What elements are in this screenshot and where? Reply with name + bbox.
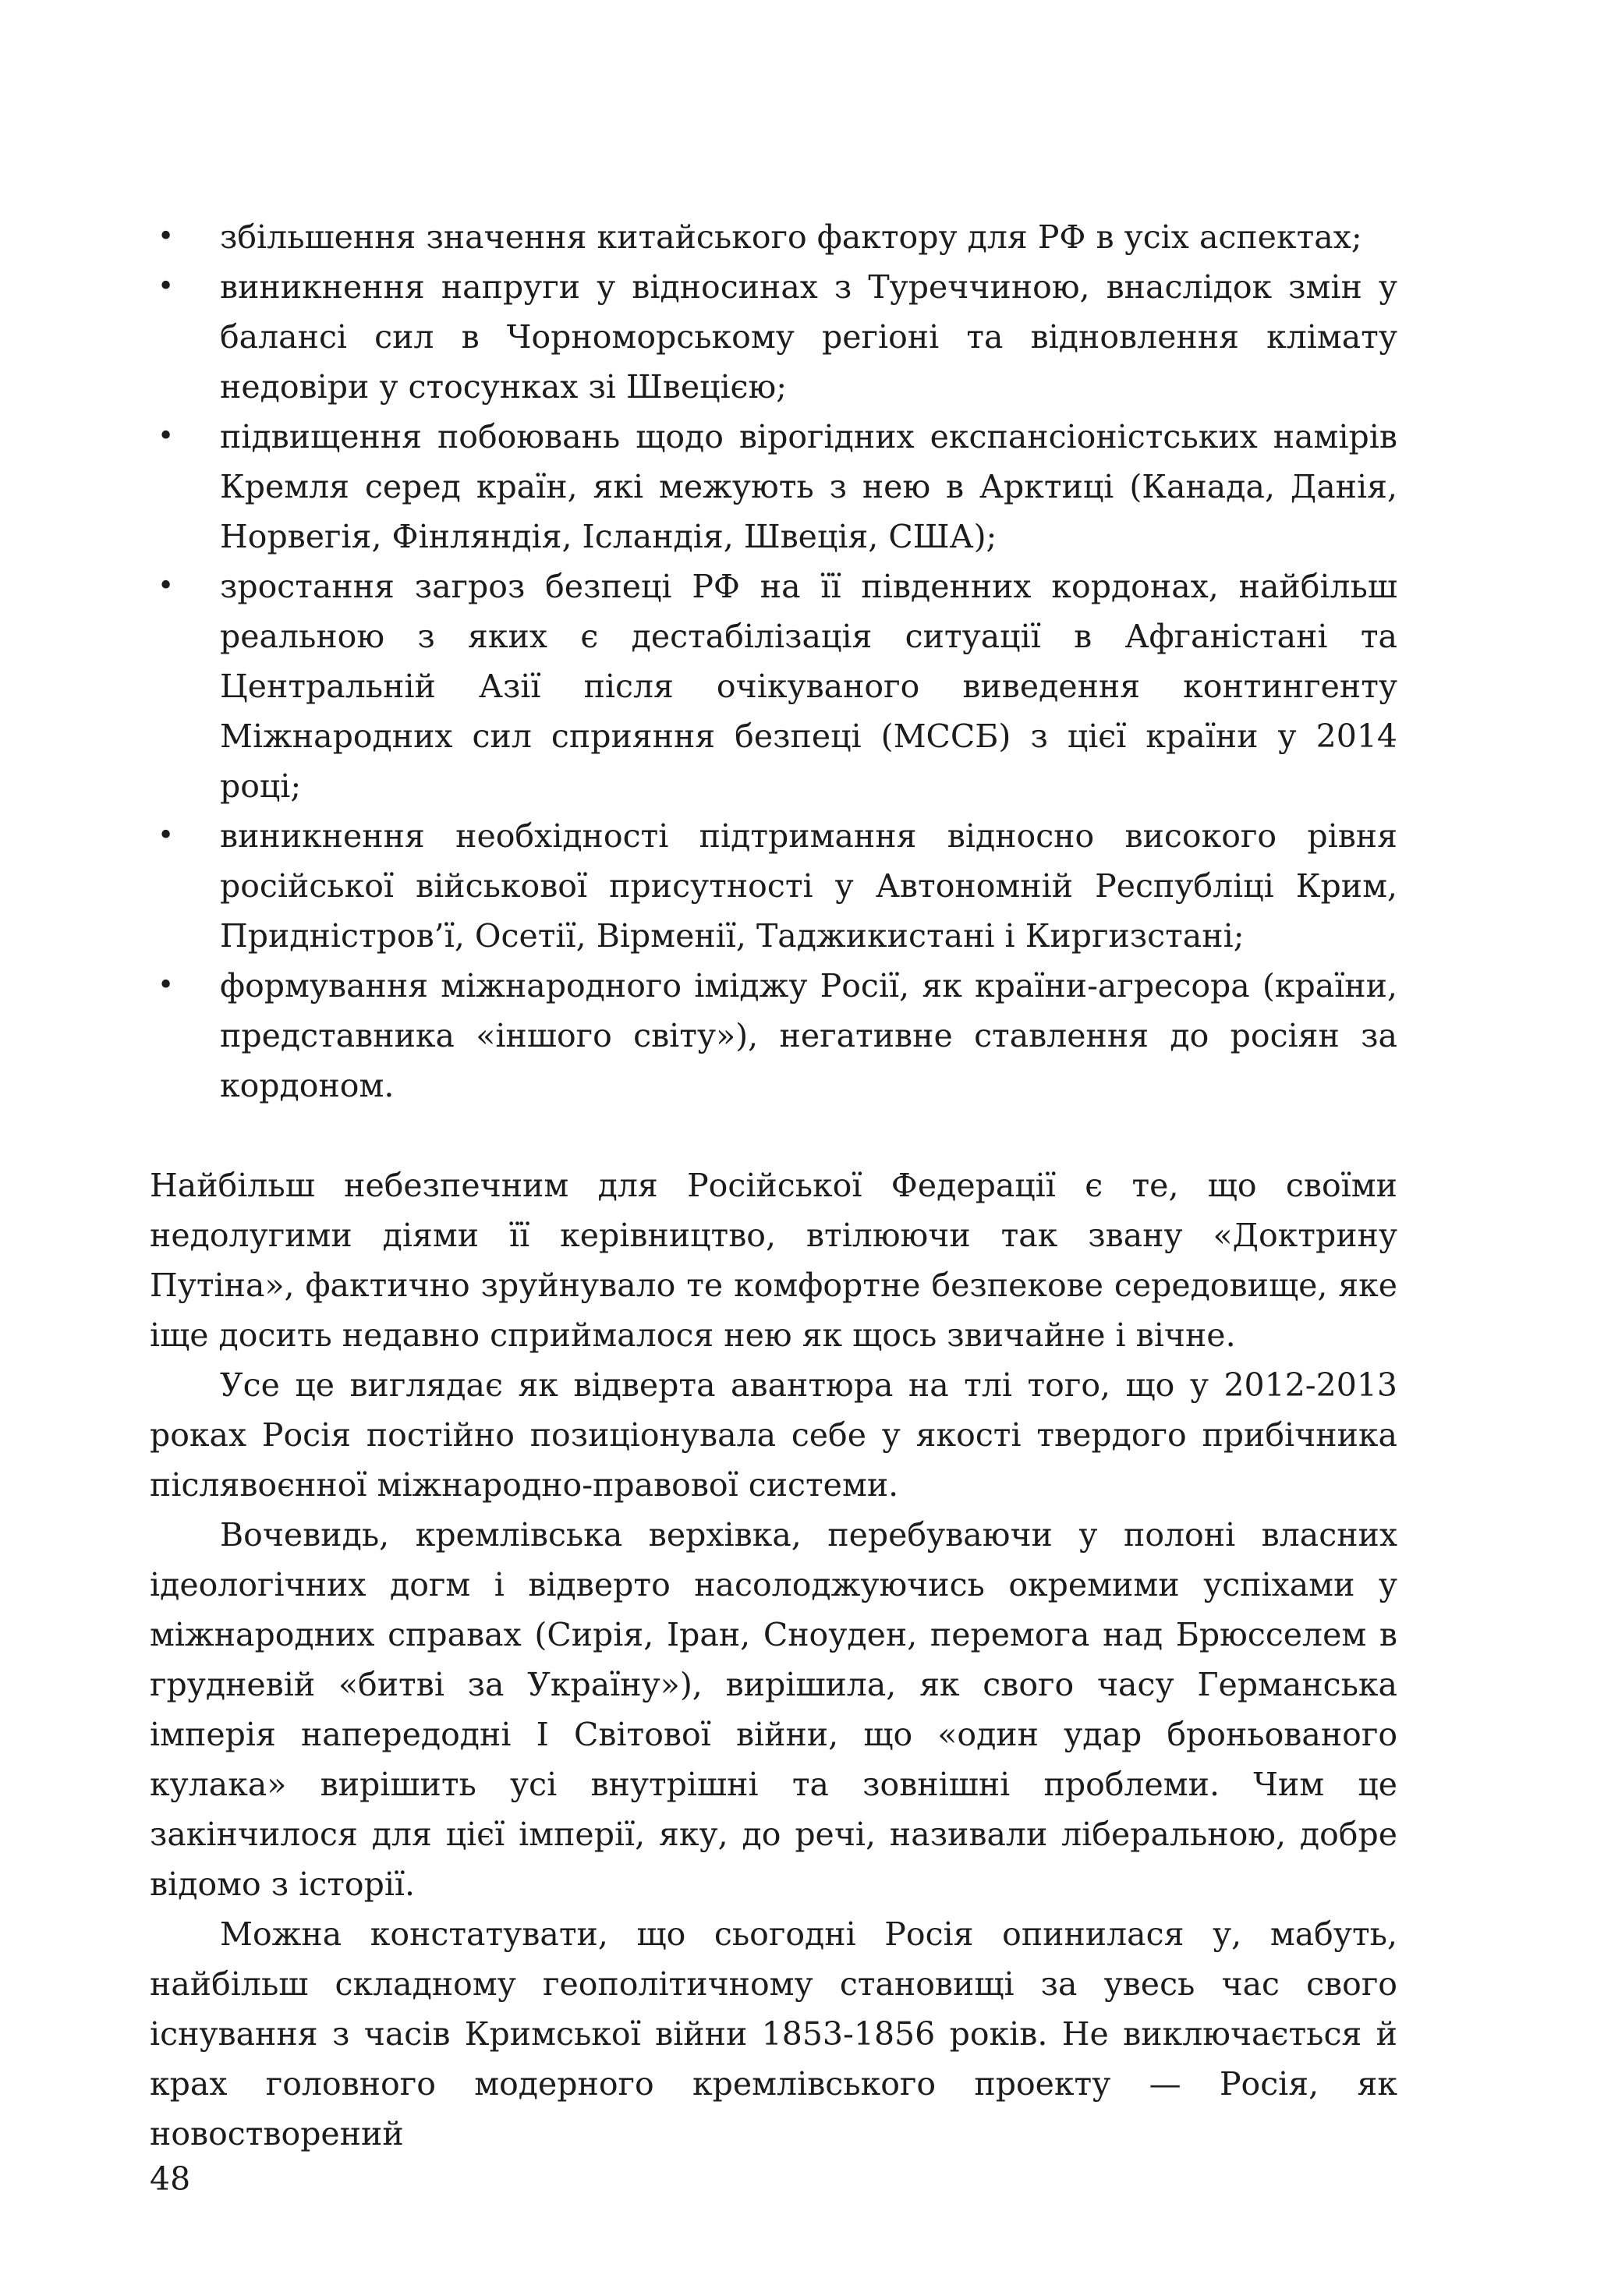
body-paragraph: Найбільш небезпечним для Російської Федерації є те, що своїми недолугими діями її керівництво, втілюючи так звану «Доктрину Путіна», фактично зруйнувало те комфортне безпекове середовище, яке іще досить недавно сприймалося нею як щось звичайне і вічне.: [150, 1167, 1397, 1354]
bullet-marker: •: [158, 570, 175, 602]
bullet-item: [150, 262, 1397, 412]
bullet-text: виникнення напруги у відносинах з Туреччиною, внаслідок змін у балансі сил в Чорноморському регіоні та відновлення клімату недовіри у стосунках зі Швецією;: [220, 268, 1397, 406]
body-paragraph: Можна констатувати, що сьогодні Росія опинилася у, мабуть, найбільш складному геополітичному становищі за увесь час свого існування з часів Кримської війни 1853-1856 років. Не виключається й крах головного модерного кремлівського проекту — Росія, як новостворений: [150, 1915, 1397, 2152]
body-paragraph: Усе це виглядає як відверта авантюра на тлі того, що у 2012-2013 роках Росія постійно позиціонувала себе у якості твердого прибічника післявоєнної міжнародно-правової системи.: [150, 1366, 1397, 1504]
bullet-marker: •: [158, 420, 175, 452]
bullet-marker: •: [158, 221, 175, 253]
bullet-list: [150, 212, 1397, 1111]
bullet-text: підвищення побоювань щодо вірогідних експансіоністських намірів Кремля серед країн, які межують з нею в Арктиці (Канада, Данія, Норвегія, Фінляндія, Ісландія, Швеція, США);: [220, 418, 1397, 555]
page-body: [150, 212, 1397, 2159]
bullet-item: [150, 811, 1397, 961]
bullet-item: [150, 961, 1397, 1111]
bullet-text: збільшення значення китайського фактору для РФ в усіх аспектах;: [220, 218, 1362, 256]
body-paragraph: Вочевидь, кремлівська верхівка, перебуваючи у полоні власних ідеологічних догм і відверто насолоджуючись окремими успіхами у міжнародних справах (Сирія, Іран, Сноуден, перемога над Брюсселем в грудневій «битві за Україну»), вирішила, як свого часу Германська імперія напередодні І Світової війни, що «один удар броньованого кулака» вирішить усі внутрішні та зовнішні проблеми. Чим це закінчилося для цієї імперії, яку, до речі, називали ліберальною, добре відомо з історії.: [150, 1516, 1397, 1903]
bullet-text: зростання загроз безпеці РФ на її південних кордонах, найбільш реальною з яких є дестабілізація ситуації в Афганістані та Центральній Азії після очікуваного виведення контингенту Міжнародних сил сприяння безпеці (МССБ) з цієї країни у 2014 році;: [220, 568, 1397, 805]
bullet-item: [150, 412, 1397, 562]
bullet-item: [150, 562, 1397, 811]
bullet-text: виникнення необхідності підтримання відносно високого рівня російської військової присутності у Автономній Республіці Крим, Придністров’ї, Осетії, Вірменії, Таджикистані і Киргизстані;: [220, 817, 1397, 955]
page-number: 48: [150, 2160, 191, 2198]
bullet-marker: •: [158, 820, 175, 852]
bullet-marker: •: [158, 969, 175, 1001]
bullet-marker: •: [158, 271, 175, 303]
bullet-text: формування міжнародного іміджу Росії, як країни-агресора (країни, представника «іншого світу»), негативне ставлення до росіян за кордоном.: [220, 967, 1397, 1104]
section-spacer: [150, 1111, 1397, 1160]
bullet-item: [150, 212, 1397, 262]
